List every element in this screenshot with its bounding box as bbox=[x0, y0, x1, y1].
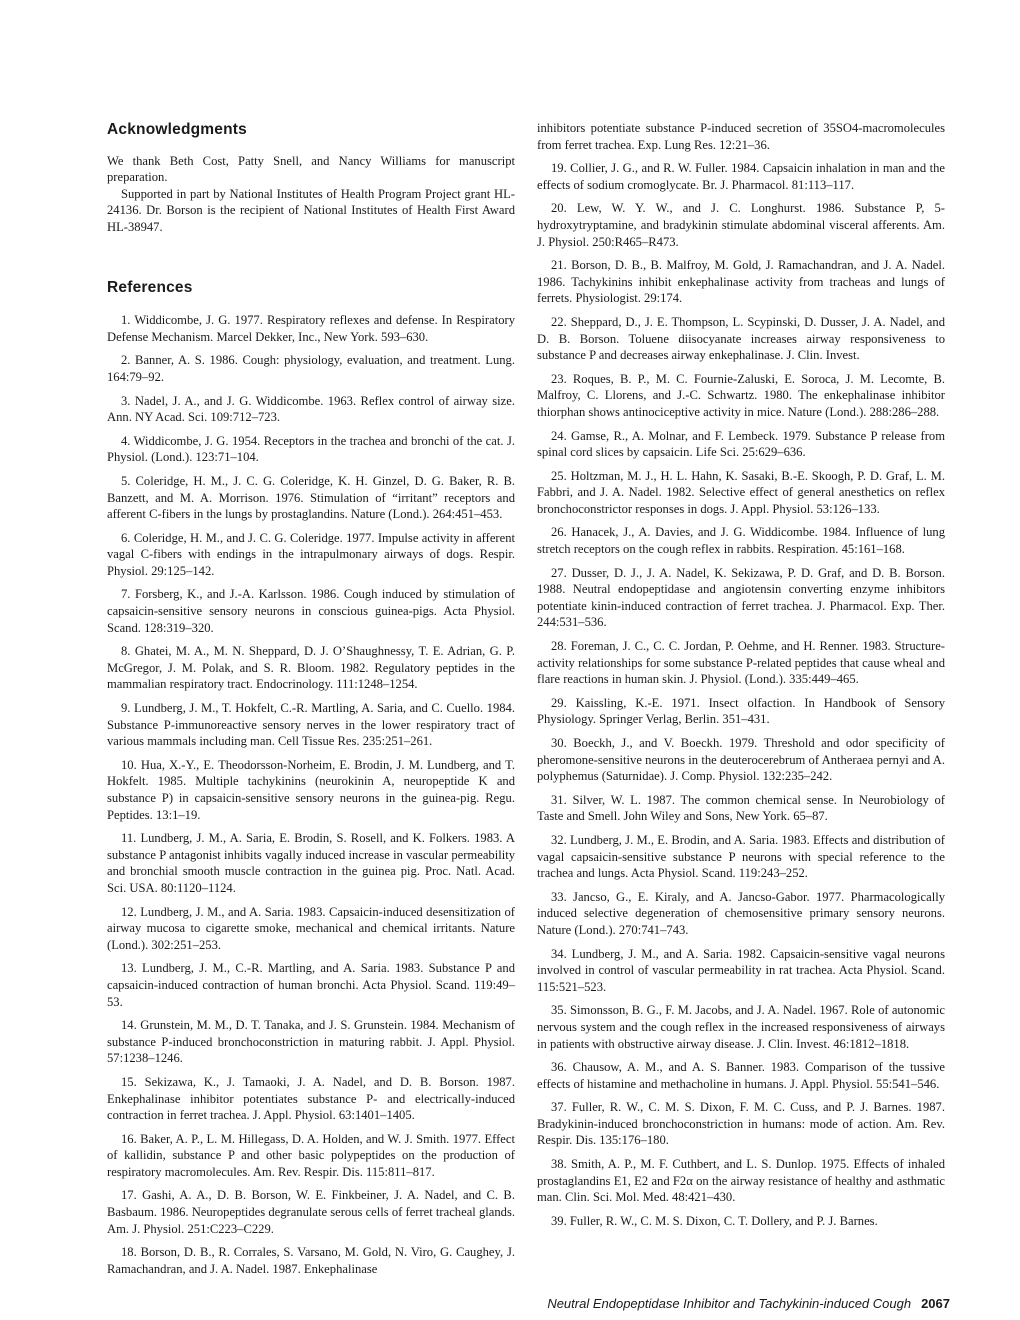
reference-number: 12. bbox=[121, 904, 137, 919]
reference-number: 39. bbox=[551, 1213, 567, 1228]
reference-text: Coleridge, H. M., and J. C. G. Coleridge. 1977. Impulse activity in afferent vagal C-fibers with endings in the intrapulmonary airways of dogs. Respir. Physiol. 29:125–142. bbox=[107, 530, 515, 578]
reference-number: 23. bbox=[551, 371, 567, 386]
reference-item bbox=[107, 473, 515, 523]
reference-text: Borson, D. B., B. Malfroy, M. Gold, J. Ramachandran, and J. A. Nadel. 1986. Tachykinins inhibit enkephalinase activity from tracheas and lungs of ferrets. Physiologist. 29:174. bbox=[537, 258, 945, 306]
reference-item bbox=[107, 1187, 515, 1237]
reference-number: 34. bbox=[551, 946, 567, 961]
reference-item bbox=[537, 638, 945, 688]
reference-text: Widdicombe, J. G. 1977. Respiratory reflexes and defense. In Respiratory Defense Mechanism. Marcel Dekker, Inc., New York. 593–630. bbox=[107, 313, 515, 344]
reference-item bbox=[537, 1156, 945, 1206]
reference-text: Gamse, R., A. Molnar, and F. Lembeck. 1979. Substance P release from spinal cord slices by capsaicin. Life Sci. 25:629–636. bbox=[537, 428, 945, 460]
reference-number: 11. bbox=[121, 831, 137, 846]
reference-number: 30. bbox=[551, 736, 567, 750]
reference-text: Holtzman, M. J., H. L. Hahn, K. Sasaki, B.-E. Skoogh, P. D. Graf, L. M. Fabbri, and J. A. Nadel. 1982. Selective effect of general anesthetics on reflex bronchoconstrictor responses in dogs. J. Appl. Physiol. 53:126–133. bbox=[537, 468, 946, 516]
reference-number: 37. bbox=[551, 1100, 567, 1115]
reference-number: 21. bbox=[551, 258, 567, 273]
reference-number: 8. bbox=[121, 644, 131, 659]
reference-number: 5. bbox=[121, 473, 131, 488]
reference-text: Smith, A. P., M. F. Cuthbert, and L. S. Dunlop. 1975. Effects of inhaled prostaglandins E1, E2 and F2α on the airway resistance of healthy and asthmatic man. Clin. Sci. Mol. Med. 48:421–430. bbox=[537, 1157, 945, 1205]
reference-text: Simonsson, B. G., F. M. Jacobs, and J. A. Nadel. 1967. Role of autonomic nervous system and the cough reflex in the increased responsiveness of airways in patients with obstructive airway disease. J. Clin. Invest. 46:1812–1818. bbox=[537, 1003, 945, 1051]
reference-item bbox=[107, 530, 515, 580]
reference-number: 16. bbox=[121, 1131, 137, 1146]
reference-number: 20. bbox=[551, 201, 567, 216]
reference-text: Widdicombe, J. G. 1954. Receptors in the trachea and bronchi of the cat. J. Physiol. (Lond.). 123:71–104. bbox=[107, 433, 516, 465]
reference-text: Collier, J. G., and R. W. Fuller. 1984. Capsaicin inhalation in man and the effects of sodium cromoglycate. Br. J. Pharmacol. 81:113–117. bbox=[537, 161, 945, 192]
reference-item bbox=[107, 757, 515, 823]
reference-item bbox=[107, 643, 515, 693]
reference-text: Boeckh, J., and V. Boeckh. 1979. Threshold and odor specificity of pheromone-sensitive neurons in the deuterocerebrum of Antheraea pernyi and A. polyphemus (Saturnidae). J. Comp. Physiol. 132:235–242. bbox=[537, 736, 945, 784]
reference-text: Dusser, D. J., J. A. Nadel, K. Sekizawa, P. D. Graf, and D. B. Borson. 1988. Neutral endopeptidase and angiotensin converting enzyme inhibitors potentiate kinin-induced contraction of ferret trachea. J. Pharmacol. Exp. Ther. 244:531–536. bbox=[537, 565, 945, 630]
reference-number: 32. bbox=[551, 832, 567, 847]
reference-text: Roques, B. P., M. C. Fournie-Zaluski, E. Soroca, J. M. Lecomte, B. Malfroy, C. Llorens, and J.-C. Schwartz. 1980. The enkephalinase inhibitor thiorphan shows antinociceptive activity in mice. Nature (Lond.). 288:286–288. bbox=[537, 371, 946, 419]
reference-text: Chausow, A. M., and A. S. Banner. 1983. Comparison of the tussive effects of histamine and methacholine in humans. J. Appl. Physiol. 55:541–546. bbox=[537, 1060, 945, 1091]
acknowledgments-heading: Acknowledgments bbox=[107, 121, 247, 138]
reference-item bbox=[537, 1059, 945, 1092]
reference-number: 24. bbox=[551, 428, 567, 443]
reference-item bbox=[537, 524, 945, 557]
reference-item bbox=[107, 586, 515, 636]
reference-text: Jancso, G., E. Kiraly, and A. Jancso-Gabor. 1977. Pharmacologically induced selective degeneration of chemosensitive primary sensory neurons. Nature (Lond.). 270:741–743. bbox=[537, 889, 945, 937]
reference-text: Fuller, R. W., C. M. S. Dixon, F. M. C. Cuss, and P. J. Barnes. 1987. Bradykinin-induced bronchoconstriction in humans: mode of action. Am. Rev. Respir. Dis. 135:176–180. bbox=[537, 1100, 945, 1148]
page-footer bbox=[520, 1296, 950, 1311]
reference-number: 4. bbox=[121, 433, 131, 448]
reference-item bbox=[107, 1017, 515, 1067]
reference-text: Forsberg, K., and J.-A. Karlsson. 1986. Cough induced by stimulation of capsaicin-sensitive sensory neurons in conscious guinea-pigs. Acta Physiol. Scand. 128:319–320. bbox=[107, 587, 515, 635]
reference-number: 19. bbox=[551, 161, 567, 176]
reference-number: 31. bbox=[551, 792, 567, 807]
reference-text: Baker, A. P., L. M. Hillegass, D. A. Holden, and W. J. Smith. 1977. Effect of kallidin, substance P and other basic polypeptides on the production of respiratory macromolecules. Am. Rev. Respir. Dis. 115:811–817. bbox=[107, 1131, 515, 1179]
page-number: 2067 bbox=[921, 1296, 950, 1311]
reference-number: 18. bbox=[121, 1245, 137, 1260]
reference-item bbox=[537, 314, 945, 364]
reference-number: 3. bbox=[121, 393, 131, 408]
reference-text: Lundberg, J. M., C.-R. Martling, and A. Saria. 1983. Substance P and capsaicin-induced contraction of human bronchi. Acta Physiol. Scand. 119:49–53. bbox=[107, 961, 515, 1009]
reference-text: Hua, X.-Y., E. Theodorsson-Norheim, E. Brodin, J. M. Lundberg, and T. Hokfelt. 1985. Multiple tachykinins (neurokinin A, neuropeptide K and substance P) in capsaicin-sensitive sensory neurons in the guinea-pig. Regu. Peptides. 13:1–19. bbox=[107, 757, 515, 822]
reference-number: 29. bbox=[551, 695, 567, 710]
reference-item bbox=[537, 371, 945, 421]
reference-item bbox=[107, 1244, 515, 1277]
running-title: Neutral Endopeptidase Inhibitor and Tachykinin-induced Cough bbox=[547, 1296, 912, 1311]
acknowledgments-paragraph: We thank Beth Cost, Patty Snell, and Nancy Williams for manuscript preparation. bbox=[107, 153, 515, 185]
reference-item bbox=[537, 200, 945, 250]
reference-number: 10. bbox=[121, 757, 137, 772]
reference-text: Kaissling, K.-E. 1971. Insect olfaction. In Handbook of Sensory Physiology. Springer Verlag, Berlin. 351–431. bbox=[537, 695, 945, 727]
reference-number: 15. bbox=[121, 1074, 137, 1089]
reference-item bbox=[537, 792, 945, 825]
reference-number: 22. bbox=[551, 314, 567, 329]
reference-item bbox=[537, 1099, 945, 1149]
reference-item bbox=[537, 565, 945, 631]
reference-item bbox=[537, 468, 945, 518]
reference-item bbox=[537, 1002, 945, 1052]
reference-item bbox=[107, 830, 515, 896]
reference-item bbox=[107, 433, 515, 466]
reference-item bbox=[107, 1074, 515, 1124]
reference-item bbox=[107, 700, 515, 750]
reference-text: Fuller, R. W., C. M. S. Dixon, C. T. Dollery, and P. J. Barnes. bbox=[569, 1213, 878, 1228]
references-heading: References bbox=[107, 278, 193, 296]
reference-text: Banner, A. S. 1986. Cough: physiology, evaluation, and treatment. Lung. 164:79–92. bbox=[107, 353, 515, 384]
reference-number: 14. bbox=[121, 1018, 137, 1033]
reference-item bbox=[537, 735, 945, 785]
reference-text: Lundberg, J. M., and A. Saria. 1983. Capsaicin-induced desensitization of airway mucosa to cigarette smoke, mechanical and chemical irritants. Nature (Lond.). 302:251–253. bbox=[107, 904, 515, 952]
reference-item bbox=[107, 312, 515, 345]
reference-item bbox=[537, 1213, 945, 1230]
reference-number: 9. bbox=[121, 701, 131, 716]
reference-list-right bbox=[537, 160, 945, 1229]
reference-item bbox=[537, 160, 945, 193]
reference-item bbox=[537, 257, 945, 307]
reference-text: Lew, W. Y. W., and J. C. Longhurst. 1986. Substance P, 5-hydroxytryptamine, and bradykinin stimulate abdominal visceral afferents. Am. J. Physiol. 250:R465–R473. bbox=[537, 201, 945, 249]
reference-number: 36. bbox=[551, 1060, 567, 1075]
reference-text: Silver, W. L. 1987. The common chemical sense. In Neurobiology of Taste and Smell. John Wiley and Sons, New York. 65–87. bbox=[537, 792, 945, 824]
reference-number: 38. bbox=[551, 1157, 567, 1172]
reference-number: 13. bbox=[121, 961, 137, 976]
reference-number: 27. bbox=[551, 565, 567, 580]
reference-number: 33. bbox=[551, 889, 567, 904]
reference-text: Nadel, J. A., and J. G. Widdicombe. 1963. Reflex control of airway size. Ann. NY Acad. Sci. 109:712–723. bbox=[107, 393, 515, 425]
reference-text: Foreman, J. C., C. C. Jordan, P. Oehme, and H. Renner. 1983. Structure-activity relationships for some substance P-related peptides that cause wheal and flare reactions in human skin. J. Physiol. (Lond.). 335:449–465. bbox=[537, 639, 945, 687]
funding-paragraph: Supported in part by National Institutes of Health Program Project grant HL-24136. Dr. Borson is the recipient of National Institutes of Health First Award HL-38947. bbox=[107, 186, 515, 234]
reference-text: Hanacek, J., A. Davies, and J. G. Widdicombe. 1984. Influence of lung stretch receptors on the cough reflex in rabbits. Respiration. 45:161–168. bbox=[537, 525, 945, 557]
reference-text: Grunstein, M. M., D. T. Tanaka, and J. S. Grunstein. 1984. Mechanism of substance P-induced bronchoconstriction in maturing rabbit. J. Appl. Physiol. 57:1238–1246. bbox=[107, 1018, 515, 1066]
reference-text: Sheppard, D., J. E. Thompson, L. Scypinski, D. Dusser, J. A. Nadel, and D. B. Borson. Toluene diisocyanate increases airway responsiveness to substance P and decreases airway enkephalinase. J. Clin. Invest. bbox=[537, 314, 945, 363]
reference-item bbox=[537, 428, 945, 461]
reference-text: Gashi, A. A., D. B. Borson, W. E. Finkbeiner, J. A. Nadel, and C. B. Basbaum. 1986. Neuropeptides degranulate serous cells of ferret tracheal glands. Am. J. Physiol. 251:C223–C229. bbox=[107, 1188, 515, 1236]
reference-text: Lundberg, J. M., and A. Saria. 1982. Capsaicin-sensitive vagal neurons involved in control of vascular permeability in rat trachea. Acta Physiol. Scand. 115:521–523. bbox=[537, 946, 945, 994]
reference-item bbox=[107, 904, 515, 954]
reference-number: 17. bbox=[121, 1188, 137, 1203]
reference-continuation: inhibitors potentiate substance P-induced secretion of 35SO4-macromolecules from ferret trachea. Exp. Lung Res. 12:21–36. bbox=[537, 121, 945, 152]
reference-item bbox=[107, 1131, 515, 1181]
right-column bbox=[537, 120, 945, 1236]
reference-number: 6. bbox=[121, 530, 131, 545]
reference-item bbox=[537, 832, 945, 882]
reference-text: Coleridge, H. M., J. C. G. Coleridge, K. H. Ginzel, D. G. Baker, R. B. Banzett, and M. A. Morrison. 1976. Stimulation of “irritant” receptors and afferent C-fibers in the lungs by prostaglandins. Nature (Lond.). 264:451–453. bbox=[107, 473, 515, 522]
reference-text: Lundberg, J. M., T. Hokfelt, C.-R. Martling, A. Saria, and C. Cuello. 1984. Substance P-immunoreactive sensory nerves in the lower respiratory tract of various mammals including man. Cell Tissue Res. 235:251–261. bbox=[107, 701, 516, 749]
reference-text: Ghatei, M. A., M. N. Sheppard, D. J. O’Shaughnessy, T. E. Adrian, G. P. McGregor, J. M. Polak, and S. R. Bloom. 1982. Regulatory peptides in the mammalian respiratory tract. Endocrinology. 111:1248–1254. bbox=[107, 644, 515, 692]
reference-item bbox=[107, 960, 515, 1010]
reference-item bbox=[537, 695, 945, 728]
reference-item bbox=[537, 889, 945, 939]
reference-number: 7. bbox=[121, 587, 131, 602]
reference-item bbox=[107, 393, 515, 426]
reference-list-left bbox=[107, 312, 515, 1277]
reference-number: 2. bbox=[121, 353, 131, 368]
reference-text: Lundberg, J. M., A. Saria, E. Brodin, S. Rosell, and K. Folkers. 1983. A substance P antagonist inhibits vagally induced increase in vascular permeability and bronchial smooth muscle contraction in the guinea pig. Proc. Natl. Acad. Sci. USA. 80:1120–1124. bbox=[107, 831, 515, 895]
reference-text: Lundberg, J. M., E. Brodin, and A. Saria. 1983. Effects and distribution of vagal capsaicin-sensitive substance P neurons with special reference to the trachea and lungs. Acta Physiol. Scand. 119:243–252. bbox=[537, 832, 945, 881]
reference-number: 25. bbox=[551, 468, 567, 483]
left-column bbox=[107, 118, 515, 1284]
reference-text: Sekizawa, K., J. Tamaoki, J. A. Nadel, and D. B. Borson. 1987. Enkephalinase inhibitor potentiates substance P- and electrically-induced contraction in ferret trachea. J. Appl. Physiol. 63:1401–1405. bbox=[107, 1074, 515, 1123]
reference-number: 1. bbox=[121, 313, 131, 328]
reference-number: 28. bbox=[551, 639, 567, 654]
reference-item bbox=[107, 352, 515, 385]
reference-number: 26. bbox=[551, 525, 567, 540]
reference-item bbox=[537, 946, 945, 996]
reference-text: Borson, D. B., R. Corrales, S. Varsano, M. Gold, N. Viro, G. Caughey, J. Ramachandran, and J. A. Nadel. 1987. Enkephalinase bbox=[107, 1245, 516, 1276]
reference-number: 35. bbox=[551, 1003, 567, 1018]
